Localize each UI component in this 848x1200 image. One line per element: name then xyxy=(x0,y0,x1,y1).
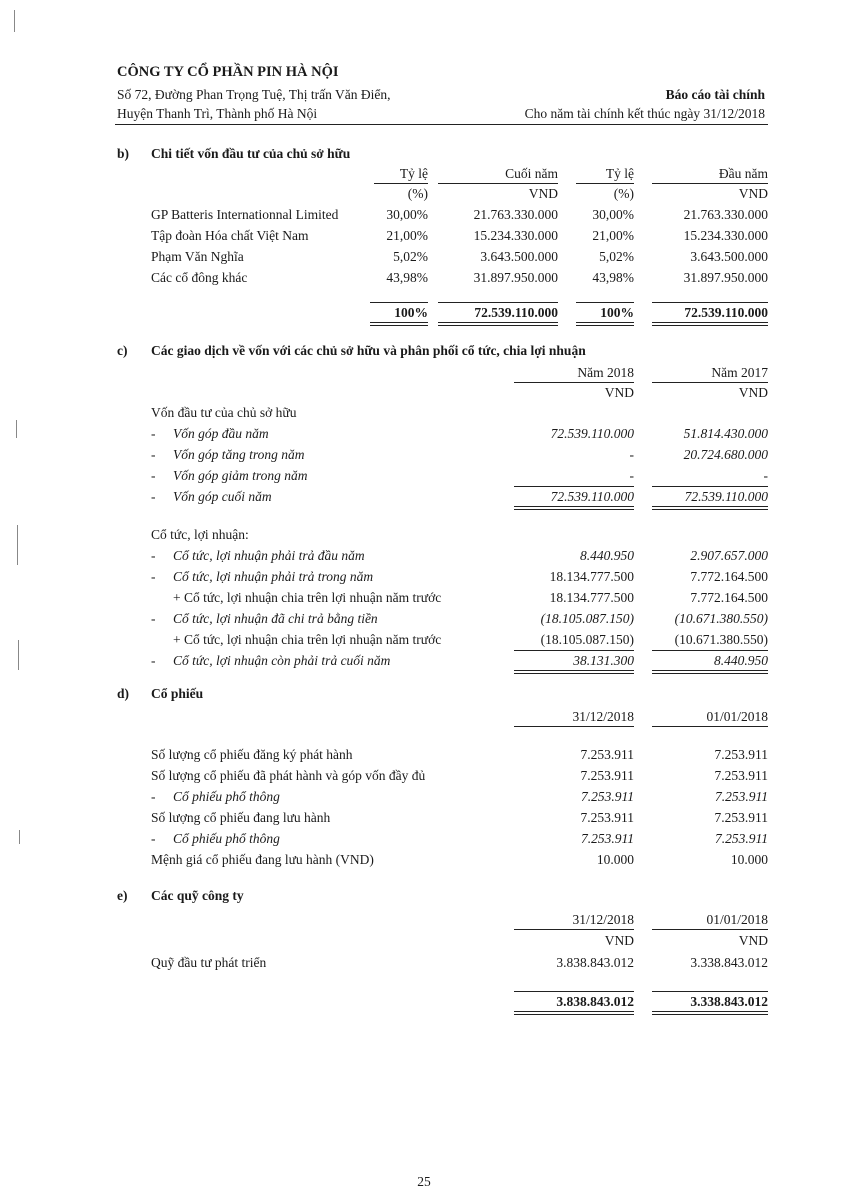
total-double-rule xyxy=(652,670,768,674)
row-value: 15.234.330.000 xyxy=(683,228,768,243)
row-value: 7.253.911 xyxy=(581,789,634,804)
subtotal-rule xyxy=(370,302,428,303)
row-value: 3.838.843.012 xyxy=(556,955,634,970)
row-label: Số lượng cổ phiếu đăng ký phát hành xyxy=(151,747,353,762)
group-title: Cổ tức, lợi nhuận: xyxy=(151,527,249,542)
row-label: Vốn góp đầu năm xyxy=(173,426,269,441)
row-label: Cổ phiếu phổ thông xyxy=(173,831,280,846)
row-value: 3.643.500.000 xyxy=(690,249,768,264)
row-value: 10.000 xyxy=(596,852,634,867)
total-double-rule xyxy=(576,322,634,326)
row-value: (18.105.087.150) xyxy=(540,611,634,626)
row-value: 3.338.843.012 xyxy=(690,955,768,970)
scan-margin-mark xyxy=(18,640,19,670)
subtotal-rule xyxy=(514,486,634,487)
col-header: 01/01/2018 xyxy=(652,709,768,727)
section-e-letter: e) xyxy=(117,888,128,903)
row-value: 7.253.911 xyxy=(714,747,768,762)
row-value: 21.763.330.000 xyxy=(683,207,768,222)
row-label: Cổ tức, lợi nhuận còn phải trả cuối năm xyxy=(173,653,391,668)
subtotal-rule xyxy=(652,486,768,487)
row-value: 72.539.110.000 xyxy=(684,489,768,504)
row-label: Cổ tức, lợi nhuận đã chi trả bằng tiền xyxy=(173,611,378,626)
row-value: 20.724.680.000 xyxy=(683,447,768,462)
row-value: - xyxy=(629,468,634,483)
row-value: 7.253.911 xyxy=(581,831,634,846)
section-d-title: Cổ phiếu xyxy=(151,686,204,701)
row-value: 2.907.657.000 xyxy=(690,548,768,563)
row-value: 30,00% xyxy=(592,207,634,222)
row-value: - xyxy=(763,468,768,483)
row-value: 7.253.911 xyxy=(580,810,634,825)
row-value: 7.253.911 xyxy=(714,768,768,783)
section-d-letter: d) xyxy=(117,686,130,701)
row-dash: - xyxy=(151,548,156,563)
row-label: Vốn góp giảm trong năm xyxy=(173,468,308,483)
row-value: 21,00% xyxy=(592,228,634,243)
row-dash: - xyxy=(151,789,156,804)
subtotal-rule xyxy=(652,650,768,651)
col-unit: VND xyxy=(604,933,634,948)
row-label: Vốn góp tăng trong năm xyxy=(173,447,305,462)
row-value: 10.000 xyxy=(730,852,768,867)
row-value: 21.763.330.000 xyxy=(473,207,558,222)
row-label: + Cổ tức, lợi nhuận chia trên lợi nhuận năm trước xyxy=(173,632,442,647)
subtotal-rule xyxy=(514,650,634,651)
report-period: Cho năm tài chính kết thúc ngày 31/12/2018 xyxy=(524,106,765,121)
row-value: 43,98% xyxy=(592,270,634,285)
total-value: 3.338.843.012 xyxy=(690,994,768,1009)
row-value: 21,00% xyxy=(386,228,428,243)
row-value: 3.643.500.000 xyxy=(480,249,558,264)
row-value: 5,02% xyxy=(393,249,428,264)
subtotal-rule xyxy=(514,991,634,992)
subtotal-rule xyxy=(652,302,768,303)
row-value: 51.814.430.000 xyxy=(683,426,768,441)
subtotal-rule xyxy=(438,302,558,303)
row-value: 7.253.911 xyxy=(715,831,768,846)
col-header: Năm 2018 xyxy=(514,365,634,383)
total-double-rule xyxy=(652,322,768,326)
row-dash: - xyxy=(151,426,156,441)
col-unit: VND xyxy=(604,385,634,400)
header-rule xyxy=(115,124,768,125)
row-label: Tập đoàn Hóa chất Việt Nam xyxy=(151,228,309,243)
row-label: Số lượng cổ phiếu đang lưu hành xyxy=(151,810,331,825)
scan-margin-mark xyxy=(17,525,18,565)
col-unit: VND xyxy=(528,186,558,201)
row-value: 72.539.110.000 xyxy=(550,426,634,441)
section-b-letter: b) xyxy=(117,146,130,161)
col-unit: VND xyxy=(738,186,768,201)
row-dash: - xyxy=(151,611,156,626)
row-value: 38.131.300 xyxy=(573,653,634,668)
row-label: Phạm Văn Nghĩa xyxy=(151,249,244,264)
company-address-line2: Huyện Thanh Trì, Thành phố Hà Nội xyxy=(117,106,318,121)
total-value: 72.539.110.000 xyxy=(684,305,768,320)
row-value: 7.253.911 xyxy=(580,768,634,783)
row-label: Mệnh giá cổ phiếu đang lưu hành (VND) xyxy=(151,852,374,867)
row-value: 7.253.911 xyxy=(580,747,634,762)
col-header: Tỷ lệ xyxy=(576,166,634,184)
col-header: Cuối năm xyxy=(438,166,558,184)
row-value: 18.134.777.500 xyxy=(549,590,634,605)
row-dash: - xyxy=(151,447,156,462)
total-double-rule xyxy=(652,1011,768,1015)
row-dash: - xyxy=(151,569,156,584)
row-value: 31.897.950.000 xyxy=(473,270,558,285)
row-value: (10.671.380.550) xyxy=(674,611,768,626)
col-header: Tỷ lệ xyxy=(374,166,428,184)
scan-margin-mark xyxy=(16,420,17,438)
col-header: 31/12/2018 xyxy=(514,709,634,727)
section-c-title: Các giao dịch về vốn với các chủ sở hữu và phân phối cổ tức, chia lợi nhuận xyxy=(151,343,586,358)
section-e-title: Các quỹ công ty xyxy=(151,888,244,903)
subtotal-rule xyxy=(652,991,768,992)
row-value: - xyxy=(629,447,634,462)
col-header: Năm 2017 xyxy=(652,365,768,383)
row-value: (10.671.380.550) xyxy=(674,632,768,647)
col-header: 01/01/2018 xyxy=(652,912,768,930)
row-value: 8.440.950 xyxy=(580,548,634,563)
row-dash: - xyxy=(151,831,156,846)
row-value: 5,02% xyxy=(599,249,634,264)
row-value: 7.772.164.500 xyxy=(690,569,768,584)
page-number: 25 xyxy=(417,1174,431,1189)
row-label: Quỹ đầu tư phát triển xyxy=(151,955,267,970)
scan-margin-mark xyxy=(14,10,15,32)
row-dash: - xyxy=(151,653,156,668)
section-b-title: Chi tiết vốn đầu tư của chủ sở hữu xyxy=(151,146,351,161)
row-dash: - xyxy=(151,489,156,504)
total-double-rule xyxy=(438,322,558,326)
row-label: Các cổ đông khác xyxy=(151,270,248,285)
row-value: 18.134.777.500 xyxy=(549,569,634,584)
row-label: + Cổ tức, lợi nhuận chia trên lợi nhuận năm trước xyxy=(173,590,442,605)
total-double-rule xyxy=(514,670,634,674)
row-dash: - xyxy=(151,468,156,483)
subtotal-rule xyxy=(576,302,634,303)
row-value: (18.105.087.150) xyxy=(540,632,634,647)
col-unit: (%) xyxy=(407,186,428,201)
total-value: 72.539.110.000 xyxy=(474,305,558,320)
row-label: Cổ tức, lợi nhuận phải trả đầu năm xyxy=(173,548,365,563)
row-label: GP Batteris Internationnal Limited xyxy=(151,207,339,222)
row-value: 43,98% xyxy=(386,270,428,285)
row-label: Cổ phiếu phổ thông xyxy=(173,789,280,804)
total-double-rule xyxy=(514,506,634,510)
row-value: 31.897.950.000 xyxy=(683,270,768,285)
row-label: Cổ tức, lợi nhuận phải trả trong năm xyxy=(173,569,374,584)
total-value: 100% xyxy=(600,305,634,320)
total-value: 100% xyxy=(394,305,428,320)
total-double-rule xyxy=(652,506,768,510)
row-value: 15.234.330.000 xyxy=(473,228,558,243)
total-value: 3.838.843.012 xyxy=(556,994,634,1009)
group-title: Vốn đầu tư của chủ sở hữu xyxy=(151,405,297,420)
col-unit: VND xyxy=(738,385,768,400)
col-unit: VND xyxy=(738,933,768,948)
col-header: 31/12/2018 xyxy=(514,912,634,930)
col-unit: (%) xyxy=(613,186,634,201)
row-value: 8.440.950 xyxy=(714,653,768,668)
col-header: Đầu năm xyxy=(652,166,768,184)
row-value: 30,00% xyxy=(386,207,428,222)
company-name: CÔNG TY CỔ PHẦN PIN HÀ NỘI xyxy=(117,64,339,80)
row-value: 7.772.164.500 xyxy=(690,590,768,605)
section-c-letter: c) xyxy=(117,343,128,358)
row-label: Số lượng cổ phiếu đã phát hành và góp vốn đầy đủ xyxy=(151,768,426,783)
row-value: 7.253.911 xyxy=(715,789,768,804)
total-double-rule xyxy=(370,322,428,326)
row-value: 7.253.911 xyxy=(714,810,768,825)
row-label: Vốn góp cuối năm xyxy=(173,489,272,504)
scan-margin-mark xyxy=(19,830,20,844)
row-value: 72.539.110.000 xyxy=(550,489,634,504)
report-title: Báo cáo tài chính xyxy=(665,87,765,102)
total-double-rule xyxy=(514,1011,634,1015)
company-address-line1: Số 72, Đường Phan Trọng Tuệ, Thị trấn Văn Điển, xyxy=(117,87,391,102)
